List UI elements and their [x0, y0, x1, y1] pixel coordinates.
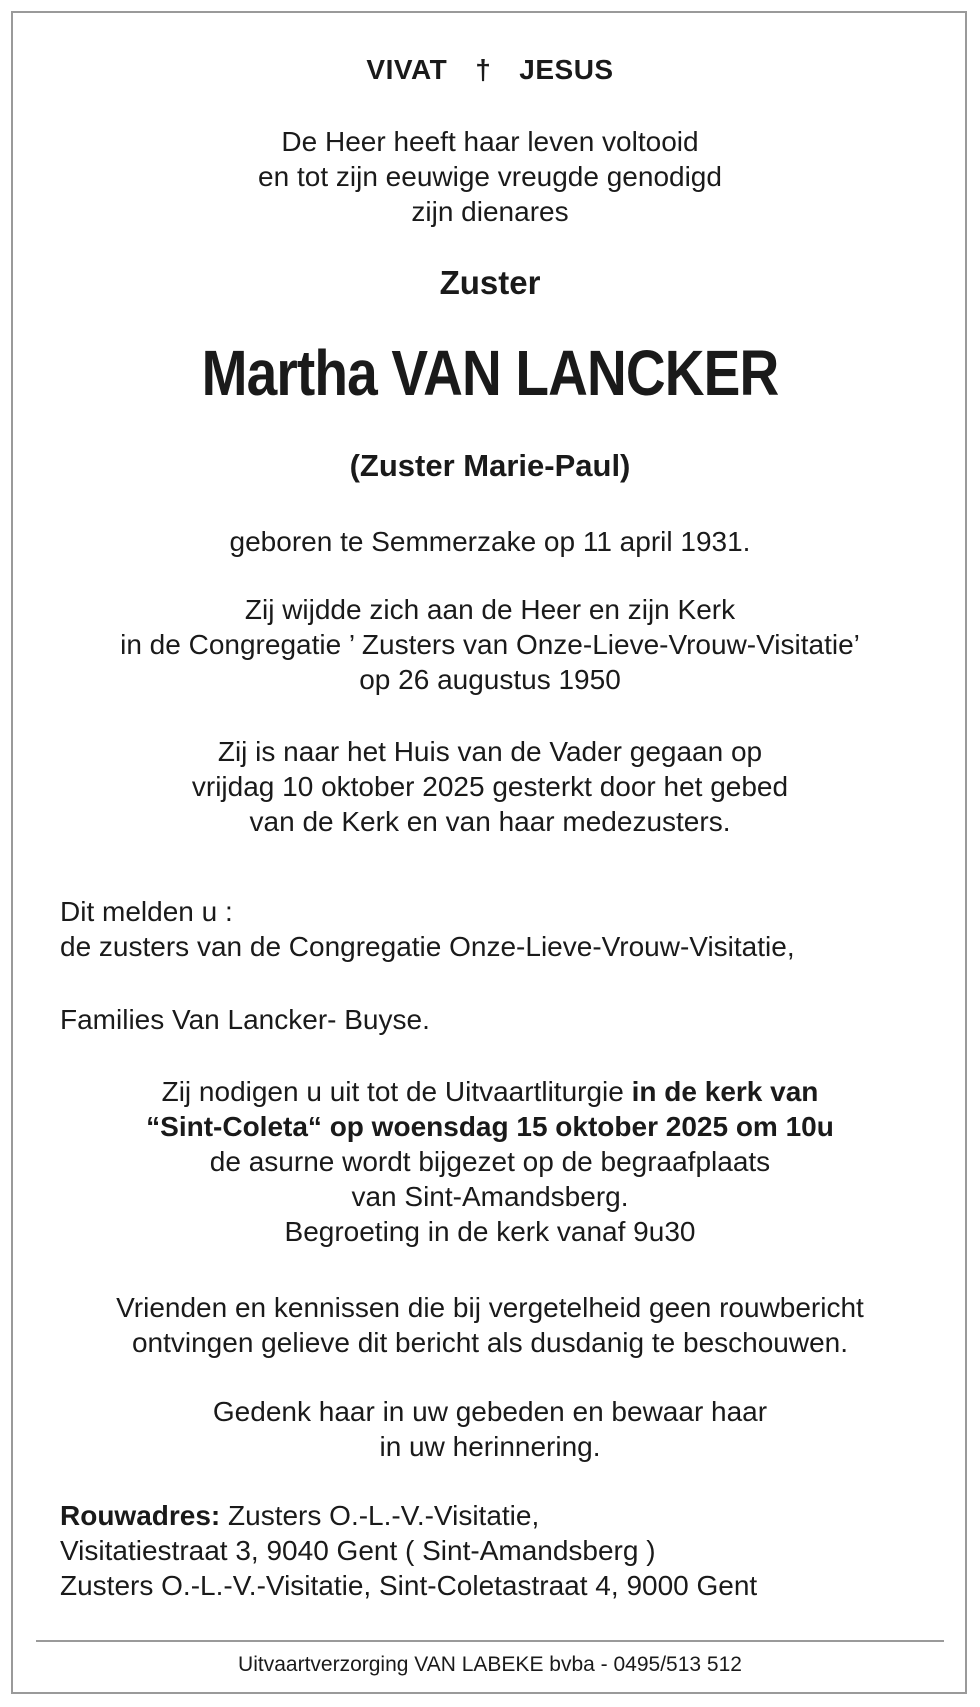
family-names: Families Van Lancker- Buyse.	[60, 1004, 430, 1035]
funeral-line: van Sint-Amandsberg.	[351, 1181, 629, 1212]
address-line-1	[60, 1498, 757, 1533]
funeral-line-1	[0, 1074, 980, 1109]
intro-text	[0, 124, 980, 229]
death-line: Zij is naar het Huis van de Vader gegaan op	[217, 736, 763, 767]
funeral-director: Uitvaartverzorging VAN LABEKE bvba - 0495/513 512	[238, 1653, 742, 1676]
jesus-text: JESUS	[519, 54, 614, 85]
announce-line: Dit melden u :	[60, 896, 233, 927]
mourning-address	[60, 1498, 757, 1603]
death-line: van de Kerk en van haar medezusters.	[249, 806, 731, 837]
deceased-name: Martha VAN LANCKER	[201, 337, 779, 409]
vows-line: op 26 augustus 1950	[359, 664, 621, 695]
funeral-line: Begroeting in de kerk vanaf 9u30	[284, 1216, 696, 1247]
address-line: Zusters O.-L.-V.-Visitatie, Sint-Coletastraat 4, 9000 Gent	[60, 1570, 758, 1601]
remembrance	[0, 1394, 980, 1464]
title-zuster: Zuster	[439, 264, 541, 301]
friends-notice	[0, 1290, 980, 1360]
vows-line: in de Congregatie ’ Zusters van Onze-Lieve-Vrouw-Visitatie’	[120, 629, 860, 660]
announce-line: de zusters van de Congregatie Onze-Lieve-Vrouw-Visitatie,	[60, 931, 795, 962]
remember-line: Gedenk haar in uw gebeden en bewaar haar	[212, 1396, 768, 1427]
header-vivat-jesus	[0, 54, 980, 86]
funeral-invite-text: Zij nodigen u uit tot de Uitvaartliturgie	[161, 1076, 632, 1107]
cross-icon: †	[475, 54, 492, 85]
birth-info: geboren te Semmerzake op 11 april 1931.	[229, 526, 751, 557]
friends-line: Vrienden en kennissen die bij vergetelheid geen rouwbericht	[116, 1292, 864, 1323]
footer-divider	[36, 1640, 944, 1642]
remember-line: in uw herinnering.	[379, 1431, 601, 1462]
intro-line: en tot zijn eeuwige vreugde genodigd	[258, 161, 722, 192]
vows-paragraph	[0, 592, 980, 697]
intro-line: De Heer heeft haar leven voltooid	[281, 126, 699, 157]
announcement	[60, 894, 795, 964]
death-line: vrijdag 10 oktober 2025 gesterkt door het gebed	[191, 771, 789, 802]
address-label: Rouwadres:	[60, 1500, 221, 1531]
funeral-church-text: in de kerk van	[631, 1076, 819, 1107]
religious-name: (Zuster Marie-Paul)	[349, 448, 631, 483]
vivat-text: VIVAT	[366, 54, 448, 85]
address-text: Zusters O.-L.-V.-Visitatie,	[220, 1500, 540, 1531]
friends-line: ontvingen gelieve dit bericht als dusdanig te beschouwen.	[131, 1327, 849, 1358]
vows-line: Zij wijdde zich aan de Heer en zijn Kerk	[244, 594, 736, 625]
funeral-info	[0, 1074, 980, 1249]
intro-line: zijn dienares	[411, 196, 569, 227]
funeral-date-time: “Sint-Coleta“ op woensdag 15 oktober 2025 om 10u	[146, 1111, 834, 1142]
funeral-line: de asurne wordt bijgezet op de begraafplaats	[209, 1146, 771, 1177]
death-paragraph	[0, 734, 980, 839]
address-line: Visitatiestraat 3, 9040 Gent ( Sint-Amandsberg )	[60, 1535, 656, 1566]
